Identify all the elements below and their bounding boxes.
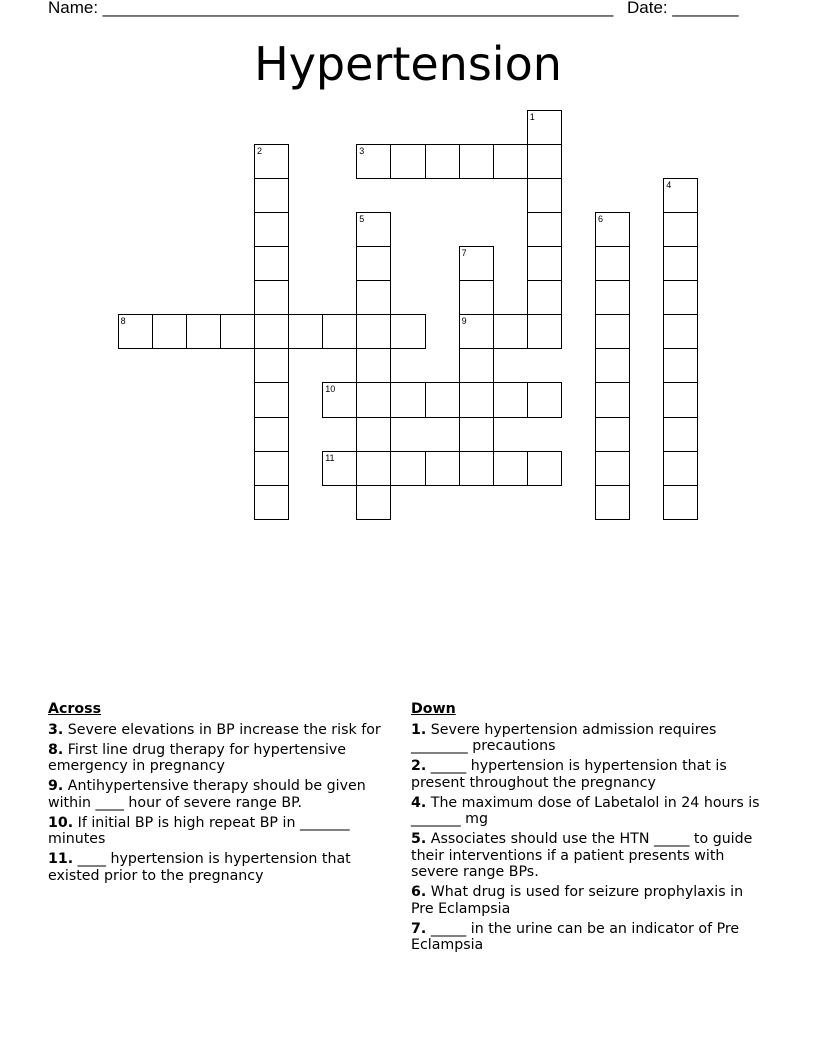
grid-cell[interactable] [356,451,391,486]
clue-down-2: 2. _____ hypertension is hypertension that is present throughout the pregnancy [411,758,727,791]
clue-across-11: 11. ____ hypertension is hypertension that existed prior to the pregnancy [48,851,351,884]
cell-number: 11 [325,452,335,463]
cell-number: 2 [257,145,263,156]
grid-cell[interactable] [663,280,698,315]
grid-cell[interactable] [595,417,630,452]
grid-cell[interactable] [220,314,255,349]
grid-cell[interactable] [356,280,391,315]
clue-across-3: 3. Severe elevations in BP increase the risk for [48,721,381,738]
grid-cell[interactable] [356,348,391,383]
grid-cell[interactable] [459,382,494,417]
across-clues [48,701,386,888]
grid-cell[interactable] [425,144,460,179]
grid-cell[interactable] [356,314,391,349]
grid-cell[interactable] [527,212,562,247]
cell-number: 8 [120,316,126,327]
grid-cell[interactable] [356,382,391,417]
clue-down-4: 4. The maximum dose of Labetalol in 24 hours is _______ mg [411,794,760,827]
grid-cell[interactable] [254,485,289,520]
clue-down-1: 1. Severe hypertension admission requires ________ precautions [411,721,717,754]
grid-cell[interactable] [663,178,698,213]
grid-cell[interactable] [595,280,630,315]
grid-cell[interactable] [493,144,528,179]
grid-cell[interactable] [322,314,357,349]
grid-cell[interactable] [663,451,698,486]
grid-cell[interactable] [254,451,289,486]
grid-cell[interactable] [459,314,494,349]
grid-cell[interactable] [493,451,528,486]
date-field[interactable]: Date: _______ [627,0,739,17]
puzzle-title: Hypertension [254,37,562,91]
grid-cell[interactable] [595,212,630,247]
grid-cell[interactable] [663,485,698,520]
grid-cell[interactable] [254,382,289,417]
grid-cell[interactable] [254,348,289,383]
grid-cell[interactable] [595,382,630,417]
grid-cell[interactable] [254,212,289,247]
cell-number: 4 [666,179,672,190]
grid-cell[interactable] [493,382,528,417]
grid-cell[interactable] [527,144,562,179]
grid-cell[interactable] [493,314,528,349]
cell-number: 6 [598,213,604,224]
cell-number: 3 [359,145,365,156]
grid-cell[interactable] [595,348,630,383]
grid-cell[interactable] [663,246,698,281]
cell-number: 1 [529,111,535,122]
clue-down-7: 7. _____ in the urine can be an indicator of Pre Eclampsia [411,920,740,953]
grid-cell[interactable] [356,246,391,281]
grid-cell[interactable] [527,178,562,213]
grid-cell[interactable] [254,246,289,281]
grid-cell[interactable] [425,382,460,417]
grid-cell[interactable] [663,348,698,383]
grid-cell[interactable] [186,314,221,349]
grid-cell[interactable] [390,451,425,486]
grid-cell[interactable] [356,417,391,452]
clue-across-10: 10. If initial BP is high repeat BP in _______ minutes [48,814,350,847]
grid-cell[interactable] [527,110,562,145]
grid-cell[interactable] [459,417,494,452]
grid-cell[interactable] [322,451,357,486]
clue-down-6: 6. What drug is used for seizure prophylaxis in Pre Eclampsia [411,884,744,917]
name-field[interactable]: Name: ______________________________________________________ [48,0,614,17]
grid-cell[interactable] [459,451,494,486]
grid-cell[interactable] [595,314,630,349]
grid-cell[interactable] [595,246,630,281]
grid-cell[interactable] [390,144,425,179]
grid-cell[interactable] [356,212,391,247]
grid-cell[interactable] [254,314,289,349]
grid-cell[interactable] [595,485,630,520]
cell-number: 5 [359,213,365,224]
cell-number: 7 [461,248,467,258]
cell-number: 10 [325,384,336,395]
grid-cell[interactable] [254,178,289,213]
down-heading: Down [411,701,456,717]
down-clues [411,701,761,957]
grid-cell[interactable] [356,144,391,179]
grid-cell[interactable] [663,314,698,349]
grid-cell[interactable] [527,382,562,417]
clue-across-9: 9. Antihypertensive therapy should be given within ____ hour of severe range BP. [48,778,366,811]
grid-cell[interactable] [254,417,289,452]
grid-cell[interactable] [459,144,494,179]
grid-cell[interactable] [356,485,391,520]
grid-cell[interactable] [527,314,562,349]
grid-cell[interactable] [459,280,494,315]
grid-cell[interactable] [254,280,289,315]
grid-cell[interactable] [459,246,494,281]
grid-cell[interactable] [425,451,460,486]
clue-down-5: 5. Associates should use the HTN _____ to guide their interventions if a patient presents with severe range BPs. [411,831,753,880]
clue-across-8: 8. First line drug therapy for hypertensive emergency in pregnancy [48,741,347,774]
grid-cell[interactable] [254,144,289,179]
grid-cell[interactable] [118,314,153,349]
cell-number: 9 [461,316,467,327]
grid-cell[interactable] [459,348,494,383]
grid-cell[interactable] [527,246,562,281]
grid-cell[interactable] [527,280,562,315]
grid-cell[interactable] [390,382,425,417]
grid-cell[interactable] [322,382,357,417]
grid-cell[interactable] [663,382,698,417]
grid-cell[interactable] [527,451,562,486]
across-heading: Across [48,701,102,717]
grid-cell[interactable] [152,314,187,349]
grid-cell[interactable] [663,212,698,247]
grid-cell[interactable] [390,314,425,349]
grid-cell[interactable] [288,314,323,349]
grid-cell[interactable] [595,451,630,486]
grid-cell[interactable] [663,417,698,452]
